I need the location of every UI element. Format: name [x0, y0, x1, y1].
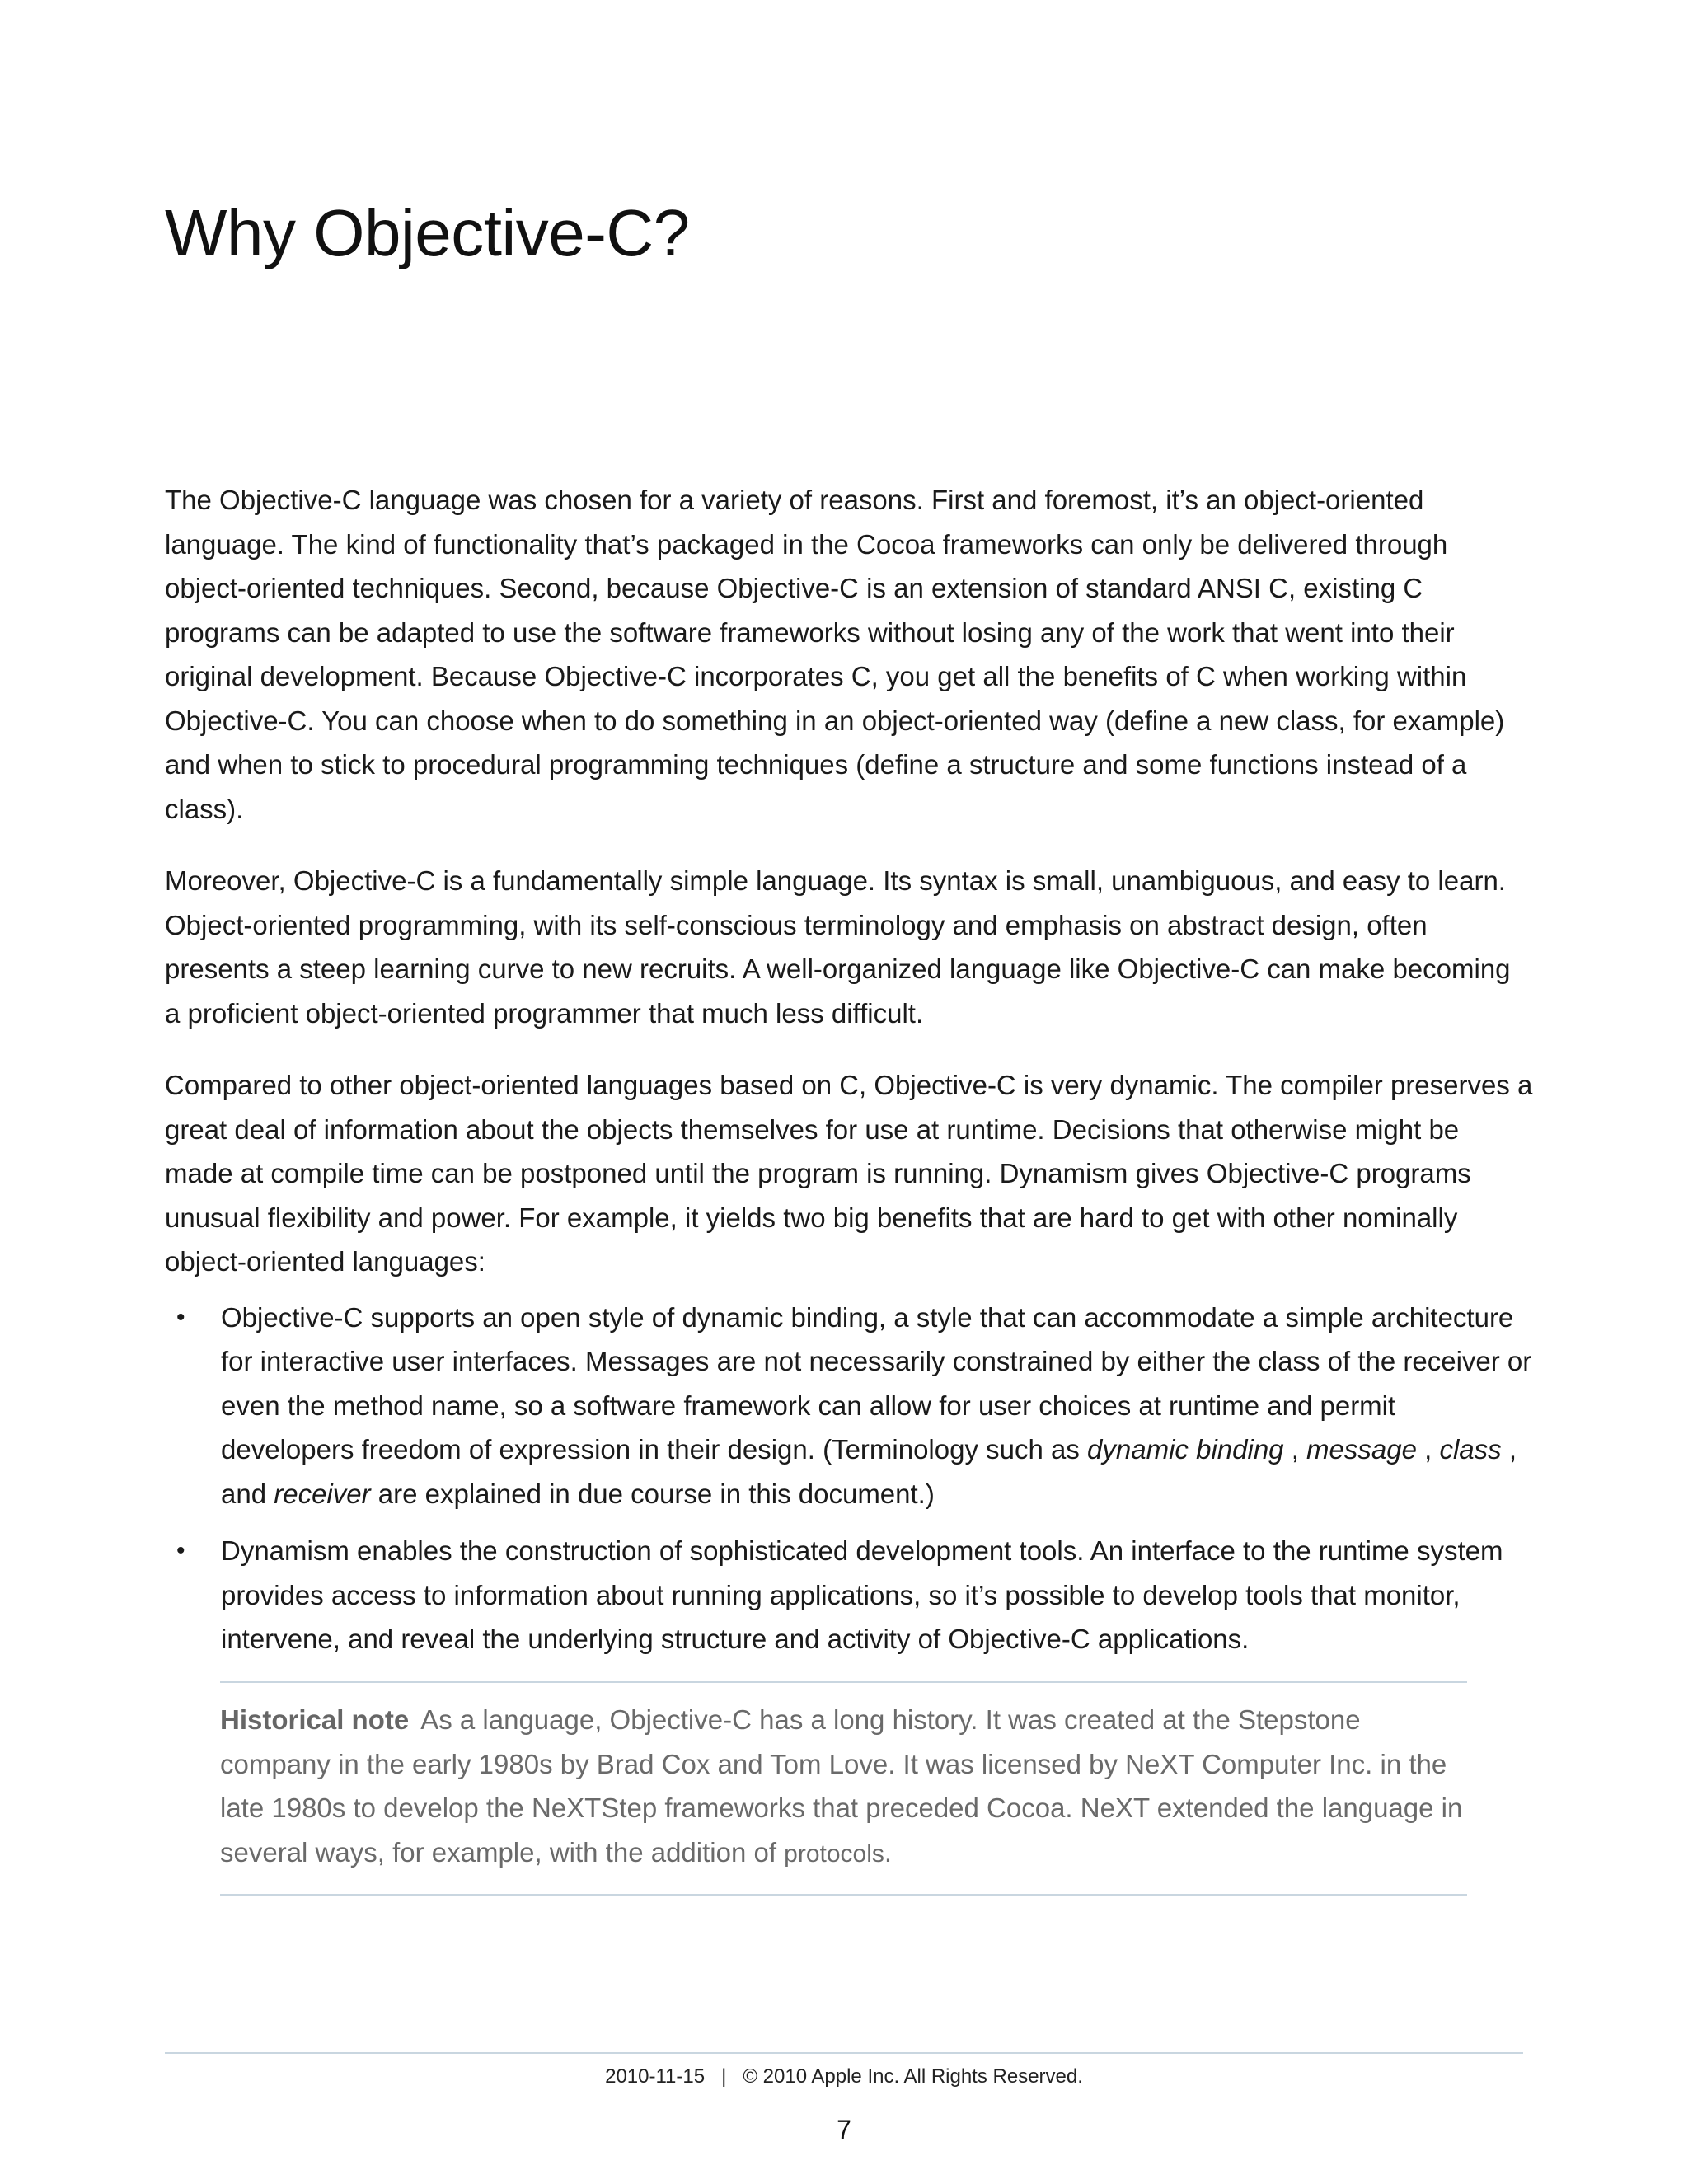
paragraph-intro: The Objective-C language was chosen for a variety of reasons. First and foremost, it’s an object-oriented language. The kind of functionality that’s packaged in the Cocoa frameworks can only be delivered through object-oriented techniques. Second, because Objective-C is an extension of standard ANSI C, existing C programs can be adapted to use the software frameworks without losing any of the work that went into their original development. Because Objective-C incorporates C, you get all the benefits of C when working within Objective-C. You can choose when to do something in an object-oriented way (define a new class, for example) and when to stick to procedural programming techniques (define a structure and some functions instead of a class).: [165, 485, 1505, 824]
bullet-marker: •: [176, 1537, 185, 1564]
historical-note-box: [220, 1681, 1467, 1896]
bullet-text: Objective-C supports an open style of dynamic binding, a style that can accommodate a simple architecture for interactive user interfaces. Messages are not necessarily constrained by either the class of the receiver or even the method name, so a software framework can allow for user choices at runtime and permit developers freedom of expression in their design. (Terminology such as: [221, 1301, 1532, 1465]
bullet-marker: •: [176, 1303, 185, 1331]
paragraph-simplicity: Moreover, Objective-C is a fundamentally simple language. Its syntax is small, unambiguous, and easy to learn. Object-oriented programming, with its self-conscious terminology and emphasis on abstract design, often presents a steep learning curve to new recruits. A well-organized language like Objective-C can make becoming a proficient object-oriented programmer that much less difficult.: [165, 865, 1511, 1029]
footer-separator: |: [721, 2065, 727, 2088]
footer-copyright: © 2010 Apple Inc. All Rights Reserved.: [743, 2065, 1083, 2088]
bullet-text: Dynamism enables the construction of sophisticated development tools. An interface to the runtime system provides access to information about running applications, so it’s possible to develop tools that monitor, intervene, and reveal the underlying structure and activity of Objective-C applications.: [221, 1535, 1503, 1654]
footer-divider: [165, 2052, 1523, 2054]
historical-note: [220, 1698, 1467, 1876]
note-text: As a language, Objective-C has a long history. It was created at the Stepstone company in the early 1980s by Brad Cox and Tom Love. It was licensed by NeXT Computer Inc. in the late 1980s to develop the NeXTStep frameworks that preceded Cocoa. NeXT extended the language in several ways, for example, with the addition of: [220, 1704, 1463, 1868]
footer-date: 2010-11-15: [605, 2065, 706, 2088]
term-class: class: [1439, 1434, 1502, 1465]
term-dynamic-binding: dynamic binding: [1087, 1434, 1284, 1465]
benefits-list: [165, 1296, 1533, 1661]
protocols-link[interactable]: protocols: [784, 1840, 884, 1868]
paragraph-dynamism: Compared to other object-oriented languages based on C, Objective-C is very dynamic. The compiler preserves a great deal of information about the objects themselves for use at runtime. Decisions that otherwise might be made at compile time can be postponed until the program is running. Dynamism gives Objective-C programs unusual flexibility and power. For example, it yields two big benefits that are hard to get with other nominally object-oriented languages:: [165, 1070, 1533, 1277]
term-separator: , and: [221, 1434, 1517, 1509]
footer: [0, 2065, 1688, 2088]
term-separator: ,: [1416, 1434, 1440, 1465]
list-item: [165, 1296, 1533, 1516]
term-separator: ,: [1283, 1434, 1307, 1465]
note-heading: Historical note: [220, 1704, 410, 1735]
bullet-text: are explained in due course in this document.): [370, 1478, 935, 1509]
page-number: 7: [837, 2115, 851, 2144]
page-title: Why Objective-C?: [165, 196, 690, 269]
term-receiver: receiver: [274, 1478, 371, 1509]
note-end: .: [884, 1836, 893, 1868]
body-content: [165, 478, 1533, 1675]
list-item: [165, 1529, 1533, 1661]
term-message: message: [1306, 1434, 1417, 1465]
